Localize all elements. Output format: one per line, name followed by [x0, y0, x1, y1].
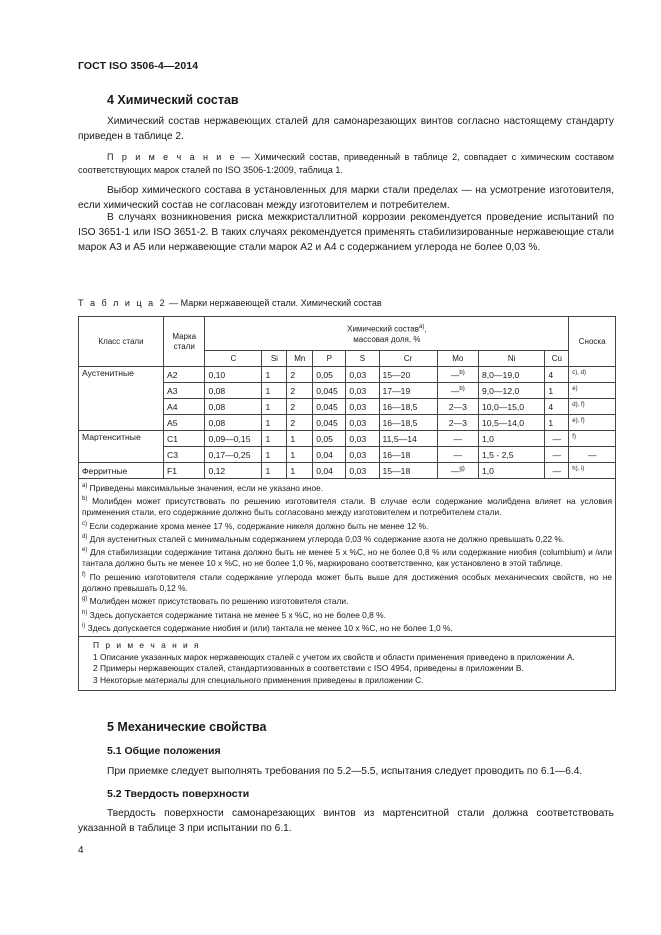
footnote-b	[82, 494, 612, 519]
p-cell: 0,045	[313, 415, 346, 431]
mo-footnote-mark: g)	[459, 465, 465, 472]
footnote-i	[82, 621, 612, 634]
note-1: 1 Описание указанных марок нержавеющих сталей с учетом их свойств и области применения приведено в приложении А.	[93, 651, 575, 662]
table-2-caption-text: — Марки нержавеющей стали. Химический состав	[166, 298, 382, 308]
header-element-s: S	[346, 351, 379, 367]
note-label: П р и м е ч а н и е	[107, 152, 237, 162]
footnote-refs: c), d)	[572, 369, 586, 376]
header-steel-grade: Марка стали	[163, 317, 204, 367]
ni-cell: 10,0—15,0	[479, 399, 545, 415]
notes-title: П р и м е ч а н и я	[93, 640, 201, 651]
table-2-caption-label: Т а б л и ц а 2	[78, 298, 167, 308]
si-cell: 1	[262, 383, 287, 399]
cr-cell: 16—18,5	[379, 399, 437, 415]
section-5-title: 5 Механические свойства	[107, 720, 267, 734]
footnotes-cell	[79, 479, 616, 637]
class-cell-ferritic: Ферритные	[79, 463, 164, 479]
mn-cell: 2	[287, 383, 313, 399]
footnote-h	[82, 608, 612, 621]
header-chem-footnote-mark: a)	[419, 323, 425, 330]
ni-cell: 8,0—19,0	[479, 367, 545, 383]
mo-value: —	[453, 433, 463, 444]
grade-cell: A3	[163, 383, 204, 399]
footnote-text: Для стабилизации содержание титана должно быть не менее 5 х %С, но не более 0,8 % или содержание ниобия (columbium) и /или тантала должно быть не менее 10 х %С, но не более 1,0 %, маркировано соответственно, как установлено в этой таблице.	[82, 547, 613, 569]
cr-cell: 15—20	[379, 367, 437, 383]
table-row	[79, 367, 616, 383]
footnote-c	[82, 519, 612, 532]
footnote-key: c)	[82, 520, 87, 527]
mo-value: 2—3	[448, 417, 467, 428]
note-2: 2 Примеры нержавеющих сталей, стандартизованных в соответствии с ISO 4954, приведены в приложении В.	[93, 663, 524, 674]
mn-cell: 1	[287, 463, 313, 479]
footnote-key: f)	[82, 571, 86, 578]
p-cell: 0,05	[313, 367, 346, 383]
footnote-e	[82, 545, 612, 570]
footnote-text: Приведены максимальные значения, если не указано иное.	[89, 482, 324, 493]
grade-cell: C3	[163, 447, 204, 463]
si-cell: 1	[262, 399, 287, 415]
footnote-key: h)	[82, 609, 88, 616]
footnote-key: i)	[82, 622, 86, 629]
c-cell: 0,12	[205, 463, 262, 479]
header-element-mo: Mo	[437, 351, 478, 367]
header-footnote: Сноска	[569, 317, 616, 367]
cu-cell: 1	[545, 415, 569, 431]
mn-cell: 2	[287, 415, 313, 431]
header-element-cr: Cr	[379, 351, 437, 367]
si-cell: 1	[262, 431, 287, 447]
header-steel-class: Класс стали	[79, 317, 164, 367]
footnote-cell	[569, 383, 616, 399]
cr-cell: 11,5—14	[379, 431, 437, 447]
mn-cell: 2	[287, 367, 313, 383]
mn-cell: 2	[287, 399, 313, 415]
s-cell: 0,03	[346, 383, 379, 399]
header-element-c: C	[205, 351, 262, 367]
ni-cell: 9,0—12,0	[479, 383, 545, 399]
notes-row	[79, 637, 616, 691]
section-4-paragraph-1: Химический состав нержавеющих сталей для самонарезающих винтов согласно настоящему стандарту приведен в таблице 2.	[78, 116, 614, 142]
chemical-composition-table	[78, 316, 616, 691]
cr-cell: 17—19	[379, 383, 437, 399]
ni-cell: 10,5—14,0	[479, 415, 545, 431]
s-cell: 0,03	[346, 431, 379, 447]
cr-cell: 16—18,5	[379, 415, 437, 431]
grade-cell: A4	[163, 399, 204, 415]
si-cell: 1	[262, 463, 287, 479]
c-cell: 0,08	[205, 415, 262, 431]
header-element-cu: Cu	[545, 351, 569, 367]
mo-cell	[437, 383, 478, 399]
cu-cell: 4	[545, 367, 569, 383]
p-cell: 0,04	[313, 447, 346, 463]
header-chem-line2: массовая доля, %	[353, 335, 421, 345]
ni-cell: 1,0	[479, 463, 545, 479]
section-4-paragraph-2: Выбор химического состава в установленных для марки стали пределах — на усмотрение изготовителя, если химический состав не согласован между изготовителем и потребителем.	[78, 185, 614, 211]
p-cell: 0,04	[313, 463, 346, 479]
cr-cell: 15—18	[379, 463, 437, 479]
grade-cell: A5	[163, 415, 204, 431]
table-row	[79, 431, 616, 447]
grade-cell: C1	[163, 431, 204, 447]
section-4-paragraph-3: В случаях возникновения риска межкристаллитной коррозии рекомендуется проведение испытаний по ISO 3651-1 или ISO 3651-2. В таких случаях рекомендуется применять стабилизированные нержавеющие стали марок A3 и A5 или нержавеющие стали марок A2 и A4 с содержанием углерода не более 0,03 %.	[78, 212, 614, 253]
footnotes-row	[79, 479, 616, 637]
ni-cell: 1,5 - 2,5	[479, 447, 545, 463]
notes-cell	[79, 637, 616, 691]
note-text: — Химический состав, приведенный в таблице 2, совпадает с химическим составом соответствующих марок сталей по ISO 3506-1:2009, таблица 1.	[78, 152, 614, 175]
ni-cell: 1,0	[479, 431, 545, 447]
footnote-refs: e), f)	[572, 417, 585, 424]
mo-cell	[437, 463, 478, 479]
class-cell-martensitic: Мартенситные	[79, 431, 164, 463]
footnote-g	[82, 594, 612, 607]
section-5-2-title: 5.2 Твердость поверхности	[107, 788, 250, 800]
c-cell: 0,10	[205, 367, 262, 383]
header-element-mn: Mn	[287, 351, 313, 367]
footnote-key: g)	[82, 596, 88, 603]
mo-footnote-mark: b)	[459, 369, 465, 376]
footnote-text: Для аустенитных сталей с минимальным содержанием углерода 0,03 % содержание азота не должно превышать 0,22 %.	[89, 533, 565, 544]
si-cell: 1	[262, 447, 287, 463]
footnote-key: d)	[82, 534, 88, 541]
c-cell: 0,08	[205, 383, 262, 399]
mo-cell	[437, 367, 478, 383]
class-cell-austenitic: Аустенитные	[79, 367, 164, 431]
mo-cell	[437, 399, 478, 415]
table-2-caption	[78, 298, 382, 308]
s-cell: 0,03	[346, 415, 379, 431]
p-cell: 0,045	[313, 399, 346, 415]
s-cell: 0,03	[346, 463, 379, 479]
s-cell: 0,03	[346, 399, 379, 415]
cu-cell: 4	[545, 399, 569, 415]
mn-cell: 1	[287, 447, 313, 463]
footnote-refs: h), i)	[572, 465, 585, 472]
section-5-2-text: Твердость поверхности самонарезающих винтов из мартенситной стали должна соответствовать указанной в таблице 3 при испытании по 6.1.	[78, 808, 614, 834]
section-5-1-title: 5.1 Общие положения	[107, 745, 221, 757]
header-element-si: Si	[262, 351, 287, 367]
header-chemical-composition: Химический состав$^{a)}$, массовая доля, %	[205, 317, 569, 351]
header-element-ni: Ni	[479, 351, 545, 367]
note-3: 3 Некоторые материалы для специального применения приведены в приложении С.	[93, 674, 424, 685]
mo-footnote-mark: b)	[459, 385, 465, 392]
c-cell: 0,09—0,15	[205, 431, 262, 447]
footnote-cell: —	[569, 447, 616, 463]
cu-cell: 1	[545, 383, 569, 399]
footnote-text: Здесь допускается содержание титана не менее 5 х %С, но не более 0,8 %.	[89, 609, 386, 620]
s-cell: 0,03	[346, 367, 379, 383]
cr-cell: 16—18	[379, 447, 437, 463]
footnote-refs: e)	[572, 385, 578, 392]
footnote-cell	[569, 415, 616, 431]
si-cell: 1	[262, 367, 287, 383]
mo-value: —	[450, 465, 460, 476]
c-cell: 0,17—0,25	[205, 447, 262, 463]
mo-value: —	[450, 385, 460, 396]
header-element-p: P	[313, 351, 346, 367]
footnote-d	[82, 532, 612, 545]
section-5-1-text: При приемке следует выполнять требования по 5.2—5.5, испытания следует проводить по 6.1—6.4.	[107, 766, 583, 777]
footnote-text: Если содержание хрома менее 17 %, содержание никеля должно быть не менее 12 %.	[89, 520, 429, 531]
footnote-cell	[569, 367, 616, 383]
s-cell: 0,03	[346, 447, 379, 463]
mo-cell	[437, 415, 478, 431]
mo-value: —	[450, 369, 460, 380]
footnote-f	[82, 570, 612, 595]
cu-cell: —	[545, 431, 569, 447]
page-number: 4	[78, 845, 84, 856]
p-cell: 0,05	[313, 431, 346, 447]
mo-value: 2—3	[448, 401, 467, 412]
footnote-cell	[569, 431, 616, 447]
cu-cell: —	[545, 463, 569, 479]
mo-value: —	[453, 449, 463, 460]
header-chem-line1: Химический состав	[347, 324, 419, 334]
footnote-cell	[569, 463, 616, 479]
footnote-text: Здесь допускается содержание ниобия и (или) тантала не менее 10 х %С, но не более 1,0 %.	[87, 622, 453, 633]
c-cell: 0,08	[205, 399, 262, 415]
cu-cell: —	[545, 447, 569, 463]
footnote-key: b)	[82, 496, 88, 503]
section-4-note	[78, 151, 614, 177]
mn-cell: 1	[287, 431, 313, 447]
footnote-a	[82, 481, 612, 494]
section-4-title: 4 Химический состав	[107, 93, 239, 107]
footnote-text: Молибден может присутствовать по решению изготовителя стали. В случае если содержание молибдена влияет на условия применения стали, его содержание должно быть согласовано между изготовителем и потребителем стали.	[82, 496, 612, 518]
table-row	[79, 463, 616, 479]
footnote-key: a)	[82, 483, 88, 489]
footnote-cell	[569, 399, 616, 415]
standard-header: ГОСТ ISO 3506-4—2014	[78, 60, 199, 72]
grade-cell: A2	[163, 367, 204, 383]
mo-cell	[437, 431, 478, 447]
footnote-refs: f)	[572, 433, 576, 440]
grade-cell: F1	[163, 463, 204, 479]
p-cell: 0,045	[313, 383, 346, 399]
footnote-text: По решению изготовителя стали содержание углерода может быть выше для достижения особых механических свойств, но не должно превышать 0,12 %.	[82, 571, 613, 594]
footnote-refs: d), f)	[572, 401, 585, 408]
mo-cell	[437, 447, 478, 463]
si-cell: 1	[262, 415, 287, 431]
footnote-text: Молибден может присутствовать по решению изготовителя стали.	[89, 596, 349, 607]
footnote-key: e)	[82, 547, 88, 554]
